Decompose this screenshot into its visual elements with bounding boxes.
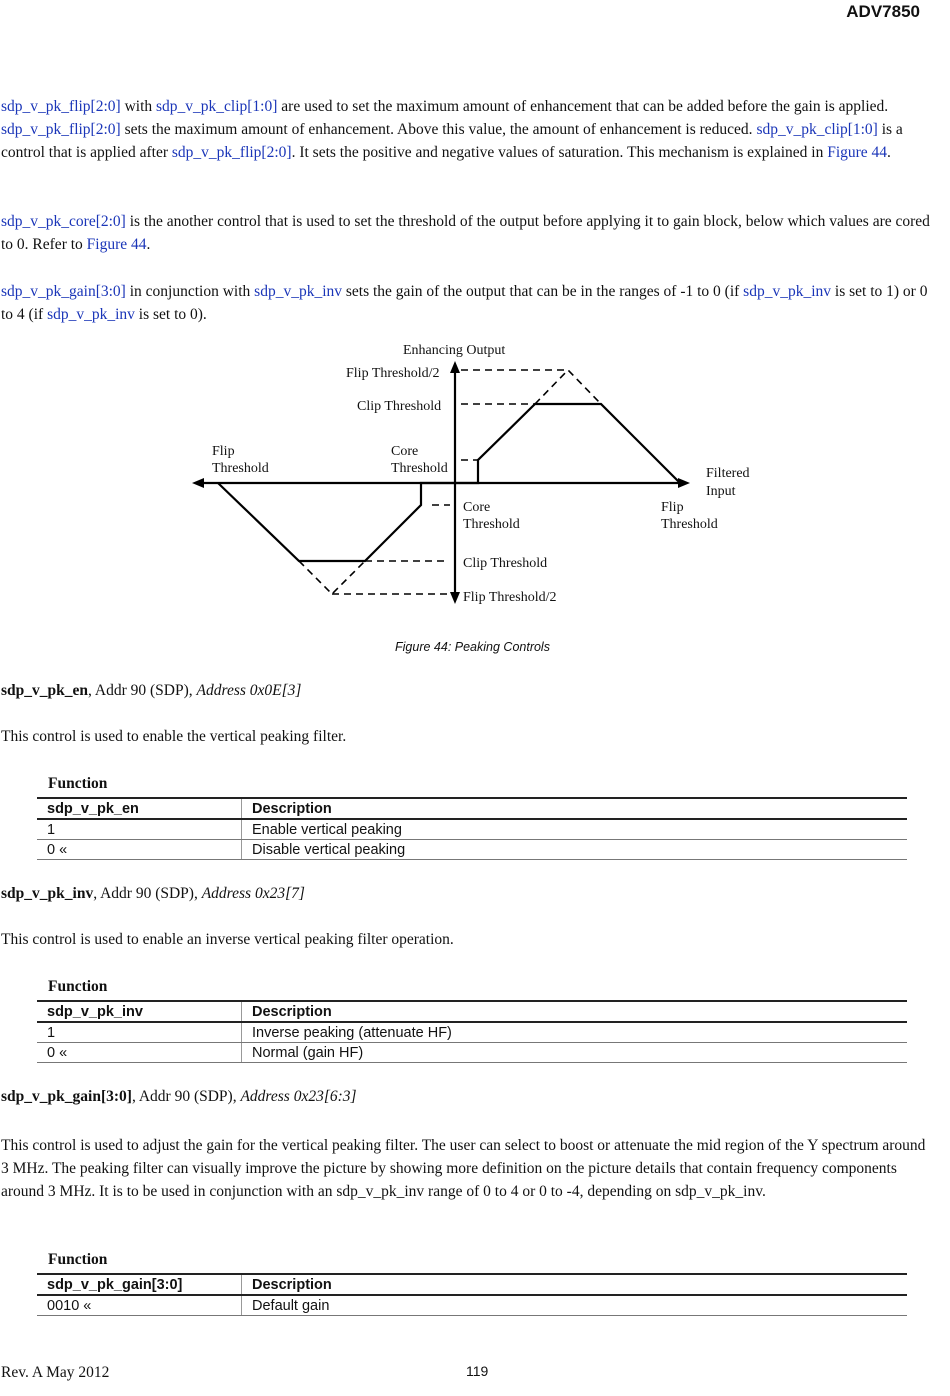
table-cell: 0 « [37, 840, 242, 860]
label-flip-right-2: Threshold [661, 517, 718, 532]
text: is a control that is applied after [1, 121, 903, 162]
register-address: Address 0x23[6:3] [240, 1088, 357, 1105]
table-row [37, 840, 907, 860]
table-cell: Inverse peaking (attenuate HF) [242, 1022, 908, 1043]
table-cell: Default gain [242, 1295, 908, 1316]
column-header: sdp_v_pk_gain[3:0] [37, 1274, 242, 1295]
dashed-peak-bottom [299, 561, 365, 594]
table-header-row [37, 798, 907, 819]
table-cell: 0 « [37, 1043, 242, 1063]
label-clip-top: Clip Threshold [357, 399, 442, 414]
text: with [120, 98, 156, 115]
link-flip[interactable]: sdp_v_pk_flip[2:0] [1, 98, 121, 115]
page-number: 119 [466, 1363, 489, 1379]
label-clip-bottom: Clip Threshold [463, 556, 548, 571]
x-axis-label-1: Filtered [706, 466, 750, 481]
label-core-right-2: Threshold [463, 517, 520, 532]
x-axis-arrow-left [192, 478, 204, 488]
register-heading-pk-inv [1, 885, 305, 903]
peaking-controls-figure [0, 330, 950, 630]
link-inv[interactable]: sdp_v_pk_inv [743, 283, 832, 300]
table-row [37, 1295, 907, 1316]
text: sets the gain of the output that can be in the ranges of -1 to 0 (if [342, 283, 744, 300]
y-axis-arrow-up [450, 361, 460, 373]
text: is set to 1) or 0 to 4 (if [1, 283, 928, 324]
link-flip[interactable]: sdp_v_pk_flip[2:0] [171, 144, 292, 162]
text: . It sets the positive and negative values of saturation. This mechanism is explained in [291, 144, 828, 162]
text: sets the maximum amount of enhancement. Above this value, the amount of enhancement is reduced. [120, 121, 757, 139]
register-address: Address 0x23[7] [201, 885, 305, 902]
label-flip-half-bottom: Flip Threshold/2 [463, 590, 557, 605]
function-title: Function [48, 775, 108, 792]
footer-revision: Rev. A May 2012 [1, 1364, 110, 1381]
table-cell: 1 [37, 1022, 242, 1043]
upper-transfer-curve [455, 404, 680, 483]
figure-caption: Figure 44: Peaking Controls [395, 640, 550, 654]
table-cell: Disable vertical peaking [242, 840, 908, 860]
table-cell: Normal (gain HF) [242, 1043, 908, 1063]
table-cell: 1 [37, 819, 242, 840]
table-row [37, 1022, 907, 1043]
register-name: sdp_v_pk_inv [1, 885, 94, 902]
column-header: sdp_v_pk_inv [37, 1001, 242, 1022]
text: . [887, 144, 891, 162]
register-address: Address 0x0E[3] [196, 682, 302, 699]
register-heading-pk-gain [1, 1088, 357, 1106]
y-axis-label: Enhancing Output [403, 343, 506, 358]
table-header-row [37, 1274, 907, 1295]
paragraph-flip-clip [1, 95, 931, 165]
label-core-left-2: Threshold [391, 461, 448, 476]
link-figure-44[interactable]: Figure 44 [827, 144, 888, 162]
x-axis-label-2: Input [706, 484, 736, 499]
label-flip-left-1: Flip [212, 444, 235, 459]
text: . [146, 236, 151, 254]
text: in conjunction with [125, 283, 255, 300]
label-flip-left-2: Threshold [212, 461, 269, 476]
table-cell: Enable vertical peaking [242, 819, 908, 840]
register-name: sdp_v_pk_en [1, 682, 89, 699]
link-flip[interactable]: sdp_v_pk_flip[2:0] [1, 121, 121, 139]
label-flip-half-top: Flip Threshold/2 [346, 366, 440, 381]
label-flip-right-1: Flip [661, 500, 684, 515]
register-addr: , Addr 90 (SDP), [88, 682, 197, 699]
function-table-pk-gain [37, 1273, 907, 1316]
register-description: This control is used to adjust the gain for the vertical peaking filter. The user can select to boost or attenuate the mid region of the Y spectrum around 3 MHz. The peaking filter can visually improve the picture by showing more definition on the picture details that contain frequency components around 3 MHz. It is to be used in conjunction with an sdp_v_pk_inv range of 0 to 4 or 0 to -4, depending on sdp_v_pk_inv. [1, 1137, 926, 1201]
table-cell: 0010 « [37, 1295, 242, 1316]
label-core-left-1: Core [391, 444, 419, 459]
column-header: sdp_v_pk_en [37, 798, 242, 819]
link-gain[interactable]: sdp_v_pk_gain[3:0] [1, 283, 126, 300]
column-header: Description [242, 1001, 908, 1022]
table-header-row [37, 1001, 907, 1022]
register-description: This control is used to enable an inverse vertical peaking filter operation. [1, 931, 454, 948]
link-clip[interactable]: sdp_v_pk_clip[1:0] [756, 121, 878, 139]
table-row [37, 819, 907, 840]
table-row [37, 1043, 907, 1063]
column-header: Description [242, 1274, 908, 1295]
link-core[interactable]: sdp_v_pk_core[2:0] [1, 213, 126, 230]
register-addr: , Addr 90 (SDP), [93, 885, 202, 902]
lower-transfer-curve [218, 483, 455, 561]
register-addr: , Addr 90 (SDP), [131, 1088, 241, 1105]
text: is set to 0). [134, 306, 207, 324]
paragraph-core [1, 210, 931, 256]
function-table-pk-inv [37, 1000, 907, 1063]
register-name: sdp_v_pk_gain[3:0] [1, 1088, 132, 1105]
document-header-title: ADV7850 [846, 2, 920, 21]
label-core-right-1: Core [463, 500, 491, 515]
link-inv[interactable]: sdp_v_pk_inv [47, 306, 135, 324]
register-heading-pk-en [1, 682, 301, 700]
text: is the another control that is used to set the threshold of the output before applying it to gain block, below which values are cored to 0. Refer to [1, 213, 930, 254]
link-figure-44[interactable]: Figure 44 [86, 236, 147, 254]
dashed-peak-top [535, 370, 601, 404]
function-title: Function [48, 978, 108, 995]
text: are used to set the maximum amount of enhancement that can be added before the gain is applied. [277, 98, 889, 115]
y-axis-arrow-down [450, 592, 460, 604]
link-clip[interactable]: sdp_v_pk_clip[1:0] [156, 98, 278, 115]
paragraph-gain [1, 280, 931, 326]
register-description: This control is used to enable the vertical peaking filter. [1, 728, 347, 745]
function-table-pk-en [37, 797, 907, 860]
function-title: Function [48, 1251, 108, 1268]
link-inv[interactable]: sdp_v_pk_inv [254, 283, 342, 300]
column-header: Description [242, 798, 908, 819]
